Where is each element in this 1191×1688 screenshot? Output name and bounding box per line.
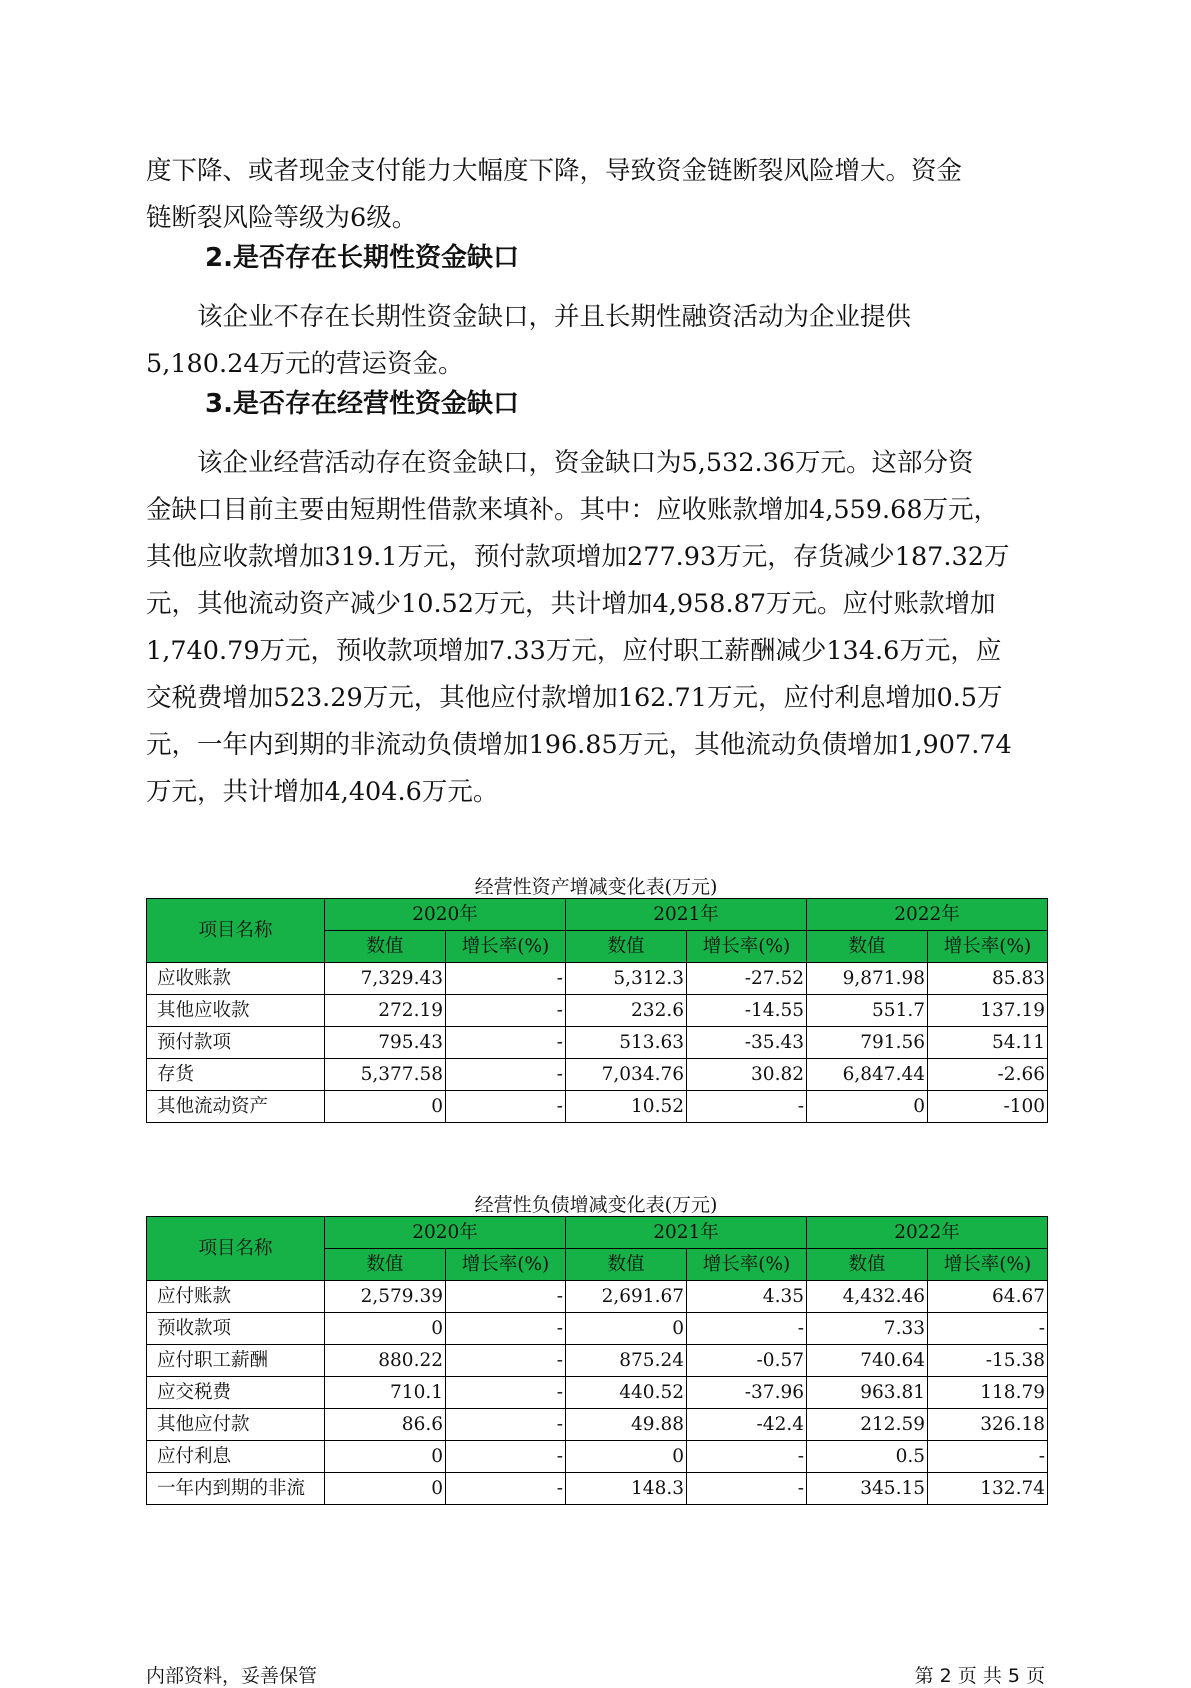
- text-line: 5,180.24万元的营运资金。: [146, 349, 464, 379]
- text-line: 元，其他流动资产减少10.52万元，共计增加4,958.87万元。应付账款增加: [146, 589, 996, 619]
- column-header-year: 2022年: [807, 899, 1048, 931]
- cell-value: 963.81: [807, 1377, 928, 1409]
- table-row: [147, 1027, 1048, 1059]
- cell-value: 0.5: [807, 1441, 928, 1473]
- cell-value: 272.19: [325, 995, 446, 1027]
- column-header-year: 2020年: [325, 1217, 566, 1249]
- table-row: [147, 1441, 1048, 1473]
- cell-value: 513.63: [566, 1027, 687, 1059]
- text-line: 其他应收款增加319.1万元，预付款项增加277.93万元，存货减少187.32万: [146, 542, 1010, 572]
- cell-growth-rate: -: [928, 1441, 1048, 1473]
- table-row: [147, 1281, 1048, 1313]
- table-row: [147, 1473, 1048, 1505]
- text-line: 该企业经营活动存在资金缺口，资金缺口为5,532.36万元。这部分资: [197, 448, 974, 478]
- cell-growth-rate: -27.52: [687, 963, 807, 995]
- column-header-growth: 增长率(%): [687, 1249, 807, 1281]
- column-header-value: 数值: [566, 931, 687, 963]
- table-caption-assets: 经营性资产增减变化表(万元): [474, 876, 718, 898]
- cell-growth-rate: 4.35: [687, 1281, 807, 1313]
- table-row: [147, 1409, 1048, 1441]
- text-line: 万元，共计增加4,404.6万元。: [146, 777, 499, 807]
- column-header-value: 数值: [325, 1249, 446, 1281]
- row-item-name: 存货: [147, 1059, 325, 1091]
- table-row: [147, 1377, 1048, 1409]
- cell-value: 2,691.67: [566, 1281, 687, 1313]
- cell-growth-rate: -37.96: [687, 1377, 807, 1409]
- cell-value: 212.59: [807, 1409, 928, 1441]
- cell-value: 7,329.43: [325, 963, 446, 995]
- cell-growth-rate: -: [446, 1345, 566, 1377]
- text-line: 交税费增加523.29万元，其他应付款增加162.71万元，应付利息增加0.5万: [146, 683, 1003, 713]
- cell-growth-rate: -15.38: [928, 1345, 1048, 1377]
- cell-growth-rate: 326.18: [928, 1409, 1048, 1441]
- table-row: [147, 995, 1048, 1027]
- paragraph-operating-gap: [146, 440, 1046, 816]
- cell-value: 49.88: [566, 1409, 687, 1441]
- cell-value: 148.3: [566, 1473, 687, 1505]
- cell-value: 710.1: [325, 1377, 446, 1409]
- cell-value: 9,871.98: [807, 963, 928, 995]
- liabilities-change-table: [146, 1216, 1048, 1505]
- paragraph-long-term-gap: [146, 294, 1046, 388]
- cell-value: 440.52: [566, 1377, 687, 1409]
- table-caption-liabilities: 经营性负债增减变化表(万元): [474, 1194, 718, 1216]
- cell-value: 0: [807, 1091, 928, 1123]
- text-line: 1,740.79万元，预收款项增加7.33万元，应付职工薪酬减少134.6万元，应: [146, 636, 1002, 666]
- cell-growth-rate: -14.55: [687, 995, 807, 1027]
- cell-value: 795.43: [325, 1027, 446, 1059]
- column-header-year: 2021年: [566, 899, 807, 931]
- cell-growth-rate: -: [446, 1059, 566, 1091]
- cell-value: 2,579.39: [325, 1281, 446, 1313]
- cell-growth-rate: -: [687, 1313, 807, 1345]
- column-header-growth: 增长率(%): [446, 931, 566, 963]
- cell-growth-rate: -2.66: [928, 1059, 1048, 1091]
- row-item-name: 预收款项: [147, 1313, 325, 1345]
- cell-growth-rate: 54.11: [928, 1027, 1048, 1059]
- text-line: 链断裂风险等级为6级。: [146, 203, 418, 233]
- cell-value: 0: [566, 1313, 687, 1345]
- section-heading-operating-gap: 3.是否存在经营性资金缺口: [205, 389, 519, 419]
- cell-value: 6,847.44: [807, 1059, 928, 1091]
- cell-growth-rate: -: [446, 963, 566, 995]
- row-item-name: 应付利息: [147, 1441, 325, 1473]
- text-line: 金缺口目前主要由短期性借款来填补。其中：应收账款增加4,559.68万元，: [146, 495, 1000, 525]
- text-line: 该企业不存在长期性资金缺口，并且长期性融资活动为企业提供: [197, 302, 912, 332]
- column-header-growth: 增长率(%): [928, 1249, 1048, 1281]
- column-header-growth: 增长率(%): [687, 931, 807, 963]
- column-header-year: 2020年: [325, 899, 566, 931]
- cell-value: 5,312.3: [566, 963, 687, 995]
- cell-value: 791.56: [807, 1027, 928, 1059]
- table-row: [147, 963, 1048, 995]
- footer-page-number: 第 2 页 共 5 页: [914, 1665, 1045, 1687]
- cell-value: 4,432.46: [807, 1281, 928, 1313]
- cell-growth-rate: -: [446, 1441, 566, 1473]
- cell-growth-rate: -: [446, 1027, 566, 1059]
- cell-growth-rate: 30.82: [687, 1059, 807, 1091]
- cell-growth-rate: -: [446, 1409, 566, 1441]
- table-row: [147, 1313, 1048, 1345]
- row-item-name: 应交税费: [147, 1377, 325, 1409]
- section-heading-long-term-gap: 2.是否存在长期性资金缺口: [205, 243, 519, 273]
- text-line: 度下降、或者现金支付能力大幅度下降，导致资金链断裂风险增大。资金: [146, 156, 963, 186]
- row-item-name: 其他流动资产: [147, 1091, 325, 1123]
- assets-change-table: [146, 898, 1048, 1123]
- cell-value: 10.52: [566, 1091, 687, 1123]
- cell-value: 0: [325, 1091, 446, 1123]
- row-item-name: 一年内到期的非流: [147, 1473, 325, 1505]
- table-row: [147, 1091, 1048, 1123]
- cell-value: 0: [325, 1441, 446, 1473]
- cell-growth-rate: 85.83: [928, 963, 1048, 995]
- row-item-name: 预付款项: [147, 1027, 325, 1059]
- text-line: 元，一年内到期的非流动负债增加196.85万元，其他流动负债增加1,907.74: [146, 730, 1012, 760]
- table-row: [147, 1345, 1048, 1377]
- column-header-value: 数值: [325, 931, 446, 963]
- cell-growth-rate: -: [446, 1313, 566, 1345]
- cell-growth-rate: -: [446, 1091, 566, 1123]
- row-item-name: 其他应付款: [147, 1409, 325, 1441]
- cell-growth-rate: 132.74: [928, 1473, 1048, 1505]
- cell-value: 5,377.58: [325, 1059, 446, 1091]
- cell-growth-rate: -35.43: [687, 1027, 807, 1059]
- cell-growth-rate: -: [687, 1473, 807, 1505]
- cell-growth-rate: 64.67: [928, 1281, 1048, 1313]
- column-header-growth: 增长率(%): [446, 1249, 566, 1281]
- footer-confidential-note: 内部资料，妥善保管: [146, 1665, 318, 1687]
- cell-value: 0: [325, 1473, 446, 1505]
- cell-value: 0: [325, 1313, 446, 1345]
- column-header-item-name: 项目名称: [147, 899, 325, 963]
- column-header-value: 数值: [566, 1249, 687, 1281]
- cell-value: 345.15: [807, 1473, 928, 1505]
- cell-value: 7,034.76: [566, 1059, 687, 1091]
- column-header-value: 数值: [807, 931, 928, 963]
- row-item-name: 应收账款: [147, 963, 325, 995]
- cell-growth-rate: -: [687, 1441, 807, 1473]
- column-header-year: 2021年: [566, 1217, 807, 1249]
- row-item-name: 应付账款: [147, 1281, 325, 1313]
- cell-growth-rate: -: [687, 1091, 807, 1123]
- column-header-year: 2022年: [807, 1217, 1048, 1249]
- cell-growth-rate: -: [446, 1281, 566, 1313]
- cell-value: 86.6: [325, 1409, 446, 1441]
- cell-value: 0: [566, 1441, 687, 1473]
- cell-value: 551.7: [807, 995, 928, 1027]
- cell-growth-rate: 137.19: [928, 995, 1048, 1027]
- cell-growth-rate: -0.57: [687, 1345, 807, 1377]
- cell-growth-rate: -: [928, 1313, 1048, 1345]
- cell-growth-rate: -: [446, 1473, 566, 1505]
- cell-growth-rate: 118.79: [928, 1377, 1048, 1409]
- row-item-name: 应付职工薪酬: [147, 1345, 325, 1377]
- cell-growth-rate: -: [446, 995, 566, 1027]
- cell-growth-rate: -: [446, 1377, 566, 1409]
- cell-value: 875.24: [566, 1345, 687, 1377]
- paragraph-risk-level: [146, 148, 1046, 242]
- cell-value: 880.22: [325, 1345, 446, 1377]
- column-header-growth: 增长率(%): [928, 931, 1048, 963]
- table-row: [147, 1059, 1048, 1091]
- row-item-name: 其他应收款: [147, 995, 325, 1027]
- column-header-value: 数值: [807, 1249, 928, 1281]
- cell-value: 7.33: [807, 1313, 928, 1345]
- column-header-item-name: 项目名称: [147, 1217, 325, 1281]
- cell-growth-rate: -42.4: [687, 1409, 807, 1441]
- cell-value: 740.64: [807, 1345, 928, 1377]
- cell-value: 232.6: [566, 995, 687, 1027]
- cell-growth-rate: -100: [928, 1091, 1048, 1123]
